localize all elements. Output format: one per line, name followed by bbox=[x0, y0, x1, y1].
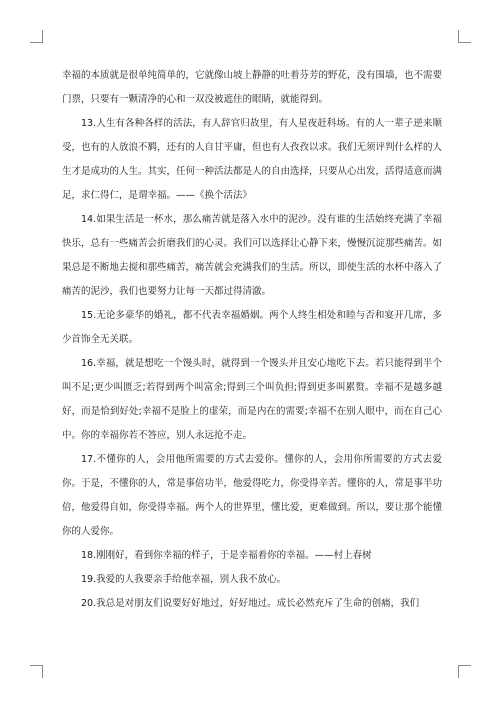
paragraph: 19.我爱的人我要亲手给他幸福，别人我不放心。 bbox=[81, 574, 287, 585]
paragraph: 幸福的本质就是很单纯简单的，它就像山坡上静静的吐着芬芳的野花，没有围墙，也不需要门票，只要有一颗清净的心和一双没被遮住的眼睛，就能得到。 bbox=[62, 70, 442, 105]
paragraph: 15.无论多豪华的婚礼，都不代表幸福婚姻。两个人终生相处和睦与否和宴开几席，多少首饰全无关联。 bbox=[62, 310, 442, 345]
crop-mark-top-left bbox=[30, 30, 43, 43]
crop-mark-bottom-right bbox=[458, 665, 471, 678]
paragraph: 20.我总是对朋友们说要好好地过，好好地过。成长必然充斥了生命的创痛，我们 bbox=[81, 598, 420, 609]
paragraph: 13.人生有各种各样的活法，有人辞官归故里，有人星夜赶科场。有的人一辈子逆来顺受，也有的人放浪不羁，还有的人自甘平庸，但也有人孜孜以求。我们无须评判什么样的人生才是成功的人生。其实，任何一种活法都是人的自由选择，只要从心出发，活得适意而满足，求仁得仁，是谓幸福。——《换个活法》 bbox=[62, 118, 442, 201]
paragraph: 17.不懂你的人，会用他所需要的方式去爱你。懂你的人，会用你所需要的方式去爱你。于是，不懂你的人，常是事倍功半，他爱得吃力，你受得辛苦。懂你的人，常是事半功倍，他爱得自如，你受得幸福。两个人的世界里，懂比爱，更难做到。所以，要让那个能懂你的人爱你。 bbox=[62, 454, 442, 537]
crop-mark-bottom-left bbox=[30, 665, 43, 678]
paragraph: 18.刚刚好，看到你幸福的样子，于是幸福着你的幸福。——村上春树 bbox=[81, 550, 372, 561]
paragraph: 14.如果生活是一杯水，那么痛苦就是落入水中的泥沙。没有谁的生活始终充满了幸福快乐，总有一些痛苦会折磨我们的心灵。我们可以选择让心静下来，慢慢沉淀那些痛苦。如果总是不断地去搅和那些痛苦，痛苦就会充满我们的生活。所以，即使生活的水杯中落入了痛苦的泥沙，我们也要努力让每一天都过得清澈。 bbox=[62, 214, 442, 297]
crop-mark-top-right bbox=[458, 30, 471, 43]
document-body bbox=[62, 64, 442, 664]
paragraph: 16.幸福，就是想吃一个馒头时，就得到一个馒头并且安心地吃下去。若只能得到半个叫不足;更少叫匮乏;若得到两个叫富余;得到三个叫负担;得到更多叫累赘。幸福不是越多越好，而是恰到好处;幸福不是脸上的虚荣，而是内在的需要;幸福不在别人眼中，而在自己心中。你的幸福你若不答应，别人永远抢不走。 bbox=[62, 358, 442, 441]
